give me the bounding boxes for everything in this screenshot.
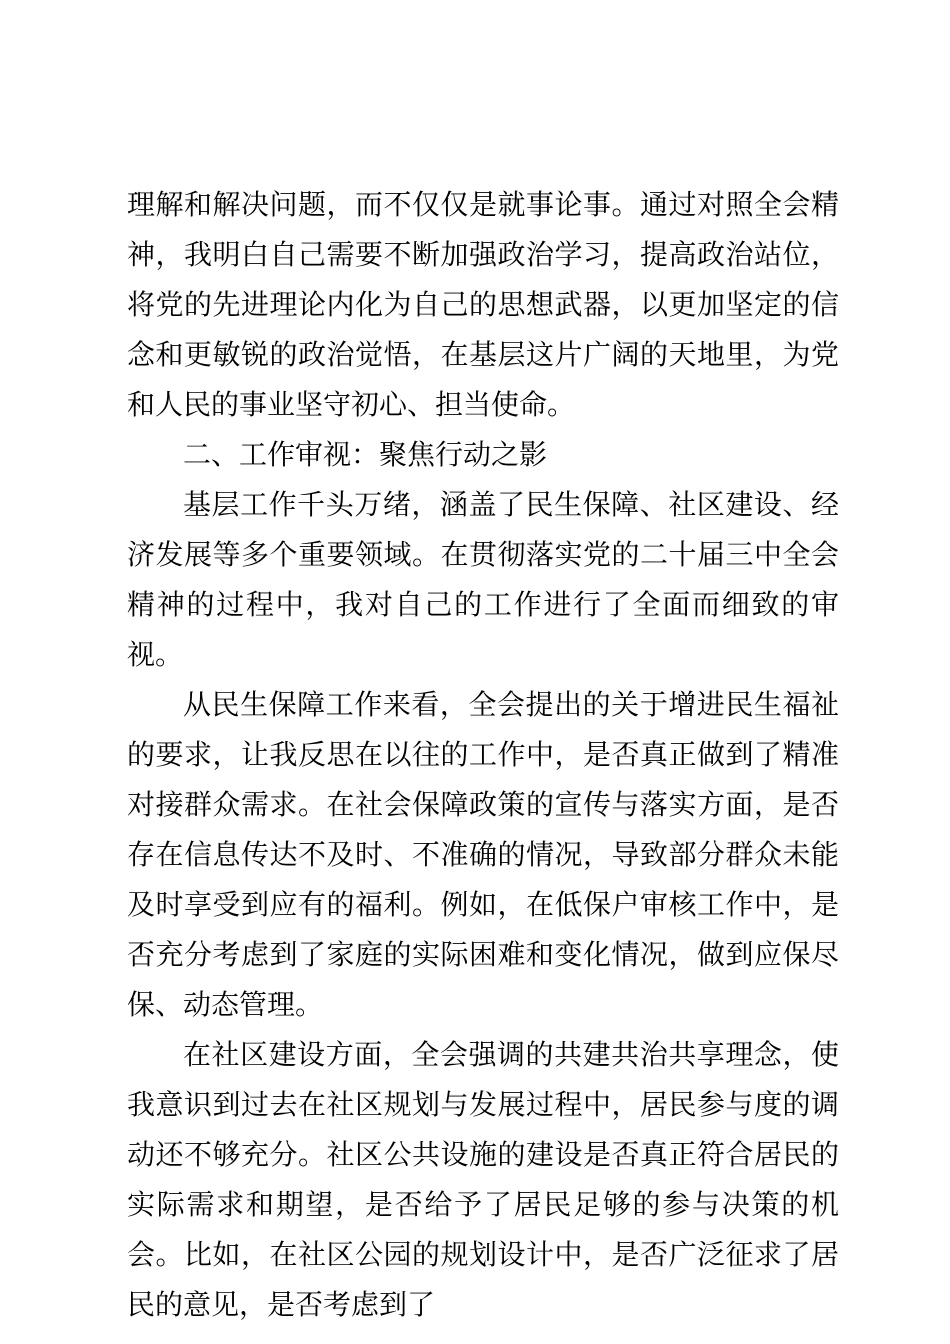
paragraph-community: 在社区建设方面，全会强调的共建共治共享理念，使我意识到过去在社区规划与发展过程中，居民参与度的调动还不够充分。社区公共设施的建设是否真正符合居民的实际需求和期望，是否给予了居民足够的参与决策的机会。比如，在社区公园的规划设计中，是否广泛征求了居民的意见，是否考虑到了 <box>127 1038 839 1321</box>
document-body <box>127 180 839 1330</box>
section-heading: 二、工作审视：聚焦行动之影 <box>183 438 548 471</box>
paragraph-work-review: 基层工作千头万绪，涵盖了民生保障、社区建设、经济发展等多个重要领域。在贯彻落实党的二十届三中全会精神的过程中，我对自己的工作进行了全面而细致的审视。 <box>127 488 839 671</box>
paragraph-continuation: 理解和解决问题，而不仅仅是就事论事。通过对照全会精神，我明白自己需要不断加强政治学习，提高政治站位，将党的先进理论内化为自己的思想武器，以更加坚定的信念和更敏锐的政治觉悟，在基层这片广阔的天地里，为党和人民的事业坚守初心、担当使命。 <box>127 188 839 421</box>
paragraph-livelihood: 从民生保障工作来看，全会提出的关于增进民生福祉的要求，让我反思在以往的工作中，是否真正做到了精准对接群众需求。在社会保障政策的宣传与落实方面，是否存在信息传达不及时、不准确的情况，导致部分群众未能及时享受到应有的福利。例如，在低保户审核工作中，是否充分考虑到了家庭的实际困难和变化情况，做到应保尽保、动态管理。 <box>127 688 839 1021</box>
